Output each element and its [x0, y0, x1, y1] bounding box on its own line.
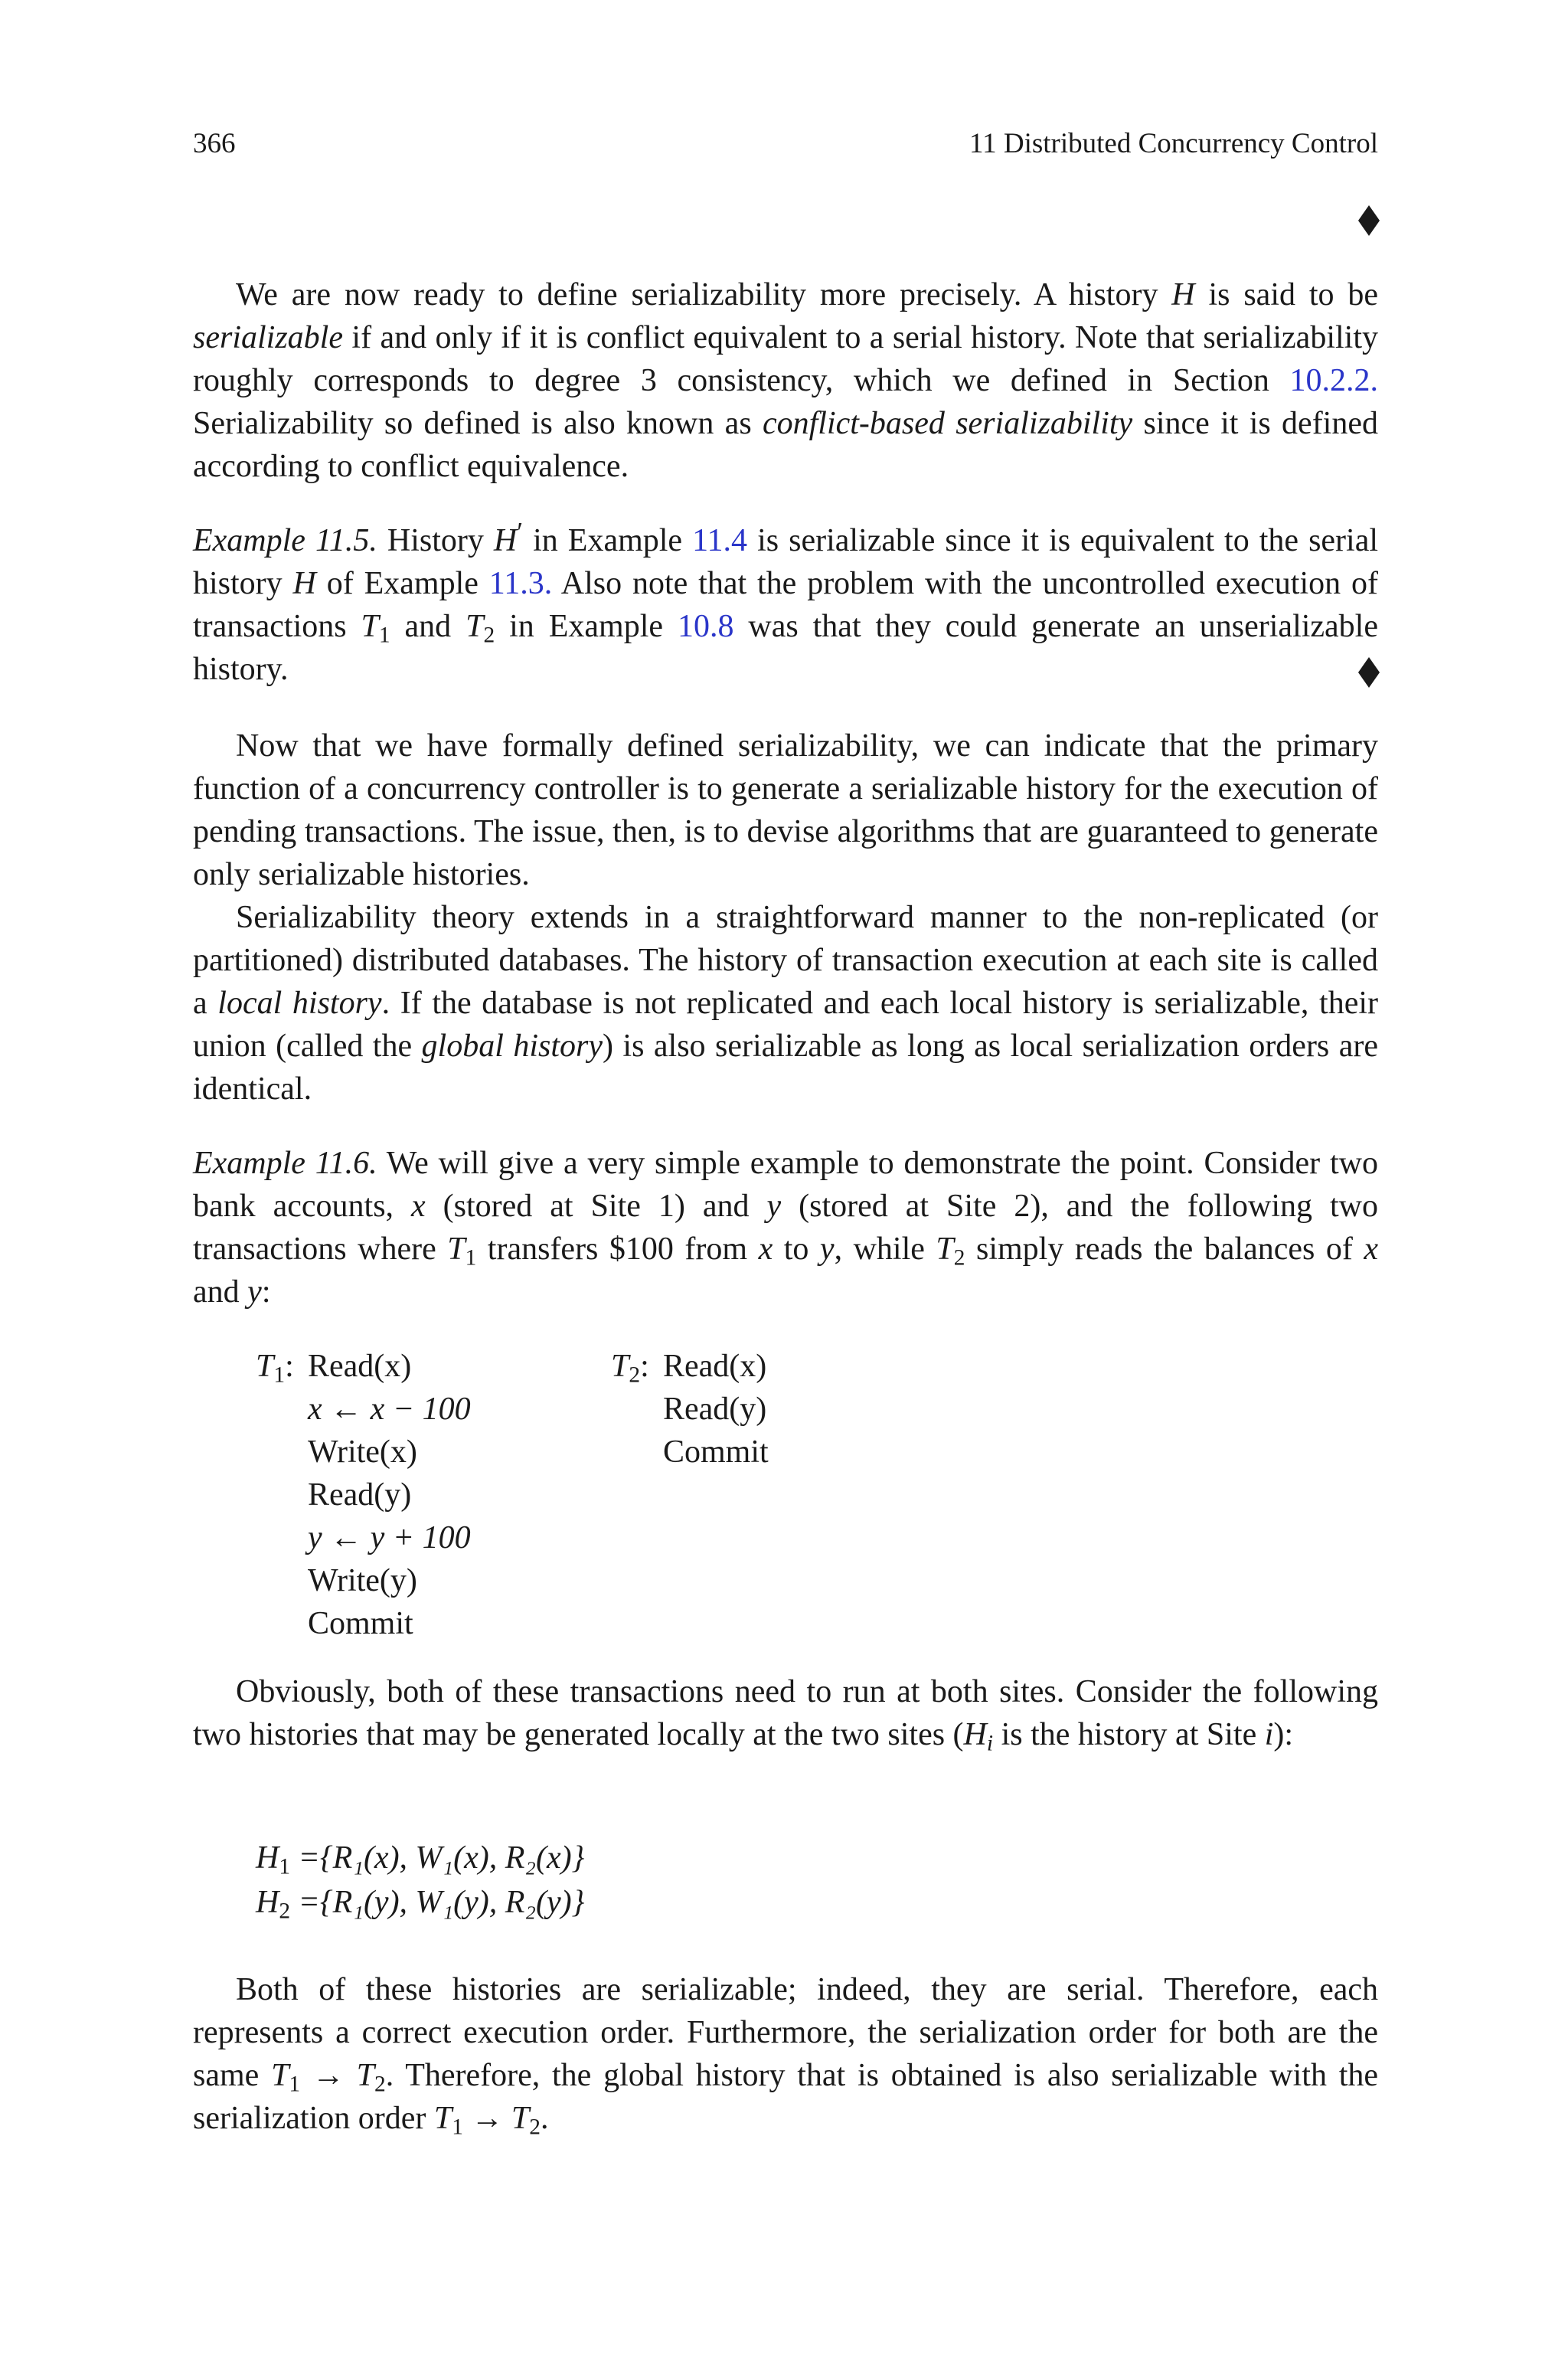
example-label: Example 11.6.	[193, 1146, 377, 1181]
t1-operation: Commit	[308, 1606, 413, 1641]
term-local-history: local history	[217, 986, 382, 1021]
link-section-10-2-2[interactable]: 10.2.2.	[1289, 363, 1378, 398]
t1-operation: Write(y)	[308, 1563, 417, 1598]
t2-operation: Commit	[663, 1434, 769, 1470]
paragraph-distributed-serializability: Serializability theory extends in a straightforward manner to the non-replicated (or partitioned) distributed databases. The history of transaction execution at each site is called a local history. If the database is not replicated and each local history is serializable, their union (called the global history) is also serializable as long as local serialization orders are identical.	[193, 900, 1378, 1107]
paragraph-serialization-order: Both of these histories are serializable; indeed, they are serial. Therefore, each represents a correct execution order. Furthermore, the serialization order for both are the same $T_1 \to T_2$. Therefore, the global history that is obtained is also serializable with the serialization order $T_1 \to T_2$.	[193, 1972, 1379, 2140]
running-head: 11 Distributed Concurrency Control	[969, 128, 1378, 159]
term-serializable: serializable	[193, 320, 343, 355]
t1-operation: Read(y)	[308, 1477, 412, 1513]
page-number: 366	[193, 128, 236, 159]
link-example-10-8[interactable]: 10.8	[677, 609, 734, 644]
transaction-t2-label: $T_2$:	[611, 1349, 649, 1388]
link-example-11-3[interactable]: 11.3.	[488, 566, 553, 601]
transaction-t1-label: $T_1$:	[256, 1349, 294, 1388]
history-h1: $H_1 =\{R_1(x)$, W₁(x), R₂(x)}	[256, 1840, 585, 1879]
term-global-history: global history	[421, 1029, 603, 1064]
term-conflict-based-serializability: conflict-based serializability	[762, 406, 1133, 441]
link-example-11-4[interactable]: 11.4	[692, 523, 748, 558]
t1-operation: x ← x − 100	[308, 1392, 471, 1427]
history-h2: $H_2 =\{R_1(y)$, W₁(y), R₂(y)}	[256, 1885, 585, 1924]
paragraph-concurrency-controller: Now that we have formally defined serializability, we can indicate that the primary function of a concurrency controller is to generate a serializable history for the execution of pending transactions. The issue, then, is to devise algorithms that are guaranteed to generate only serializable histories.	[193, 728, 1378, 892]
t1-operation: Read(x)	[308, 1349, 412, 1384]
end-of-example-diamond-icon	[1358, 205, 1380, 236]
example-11-5: Example 11.5. History H′ in Example 11.4 is serializable since it is equivalent to the serial history H of Example 11.3. Also note that the problem with the uncontrolled execution of transactions $T_1$ and $T_2$ in Example 10.8 was that they could generate an unserializable history.	[193, 516, 1379, 687]
example-11-6: Example 11.6. We will give a very simple example to demonstrate the point. Consider two bank accounts, x (stored at Site 1) and y (stored at Site 2), and the following two transactions where $T_1$ transfers $100 from x to y, while $T_2$ simply reads the balances of x and y:	[193, 1146, 1379, 1310]
paragraph-local-histories: Obviously, both of these transactions need to run at both sites. Consider the following two histories that may be generated locally at the two sites ($H_i$ is the history at Site i):	[193, 1674, 1378, 1756]
t1-operation: Write(x)	[308, 1434, 417, 1470]
end-of-example-diamond-icon	[1358, 657, 1380, 688]
t2-operation: Read(y)	[663, 1392, 767, 1427]
page-header	[193, 123, 1378, 165]
t2-operation: Read(x)	[663, 1349, 767, 1384]
paragraph-serializability-definition: We are now ready to define serializability more precisely. A history H is said to be serializable if and only if it is conflict equivalent to a serial history. Note that serializability roughly corresponds to degree 3 consistency, which we defined in Section 10.2.2. Serializability so defined is also known as conflict-based serializability since it is defined according to conflict equivalence.	[193, 277, 1378, 484]
t1-operation: y ← y + 100	[308, 1520, 471, 1555]
example-label: Example 11.5.	[193, 523, 377, 558]
